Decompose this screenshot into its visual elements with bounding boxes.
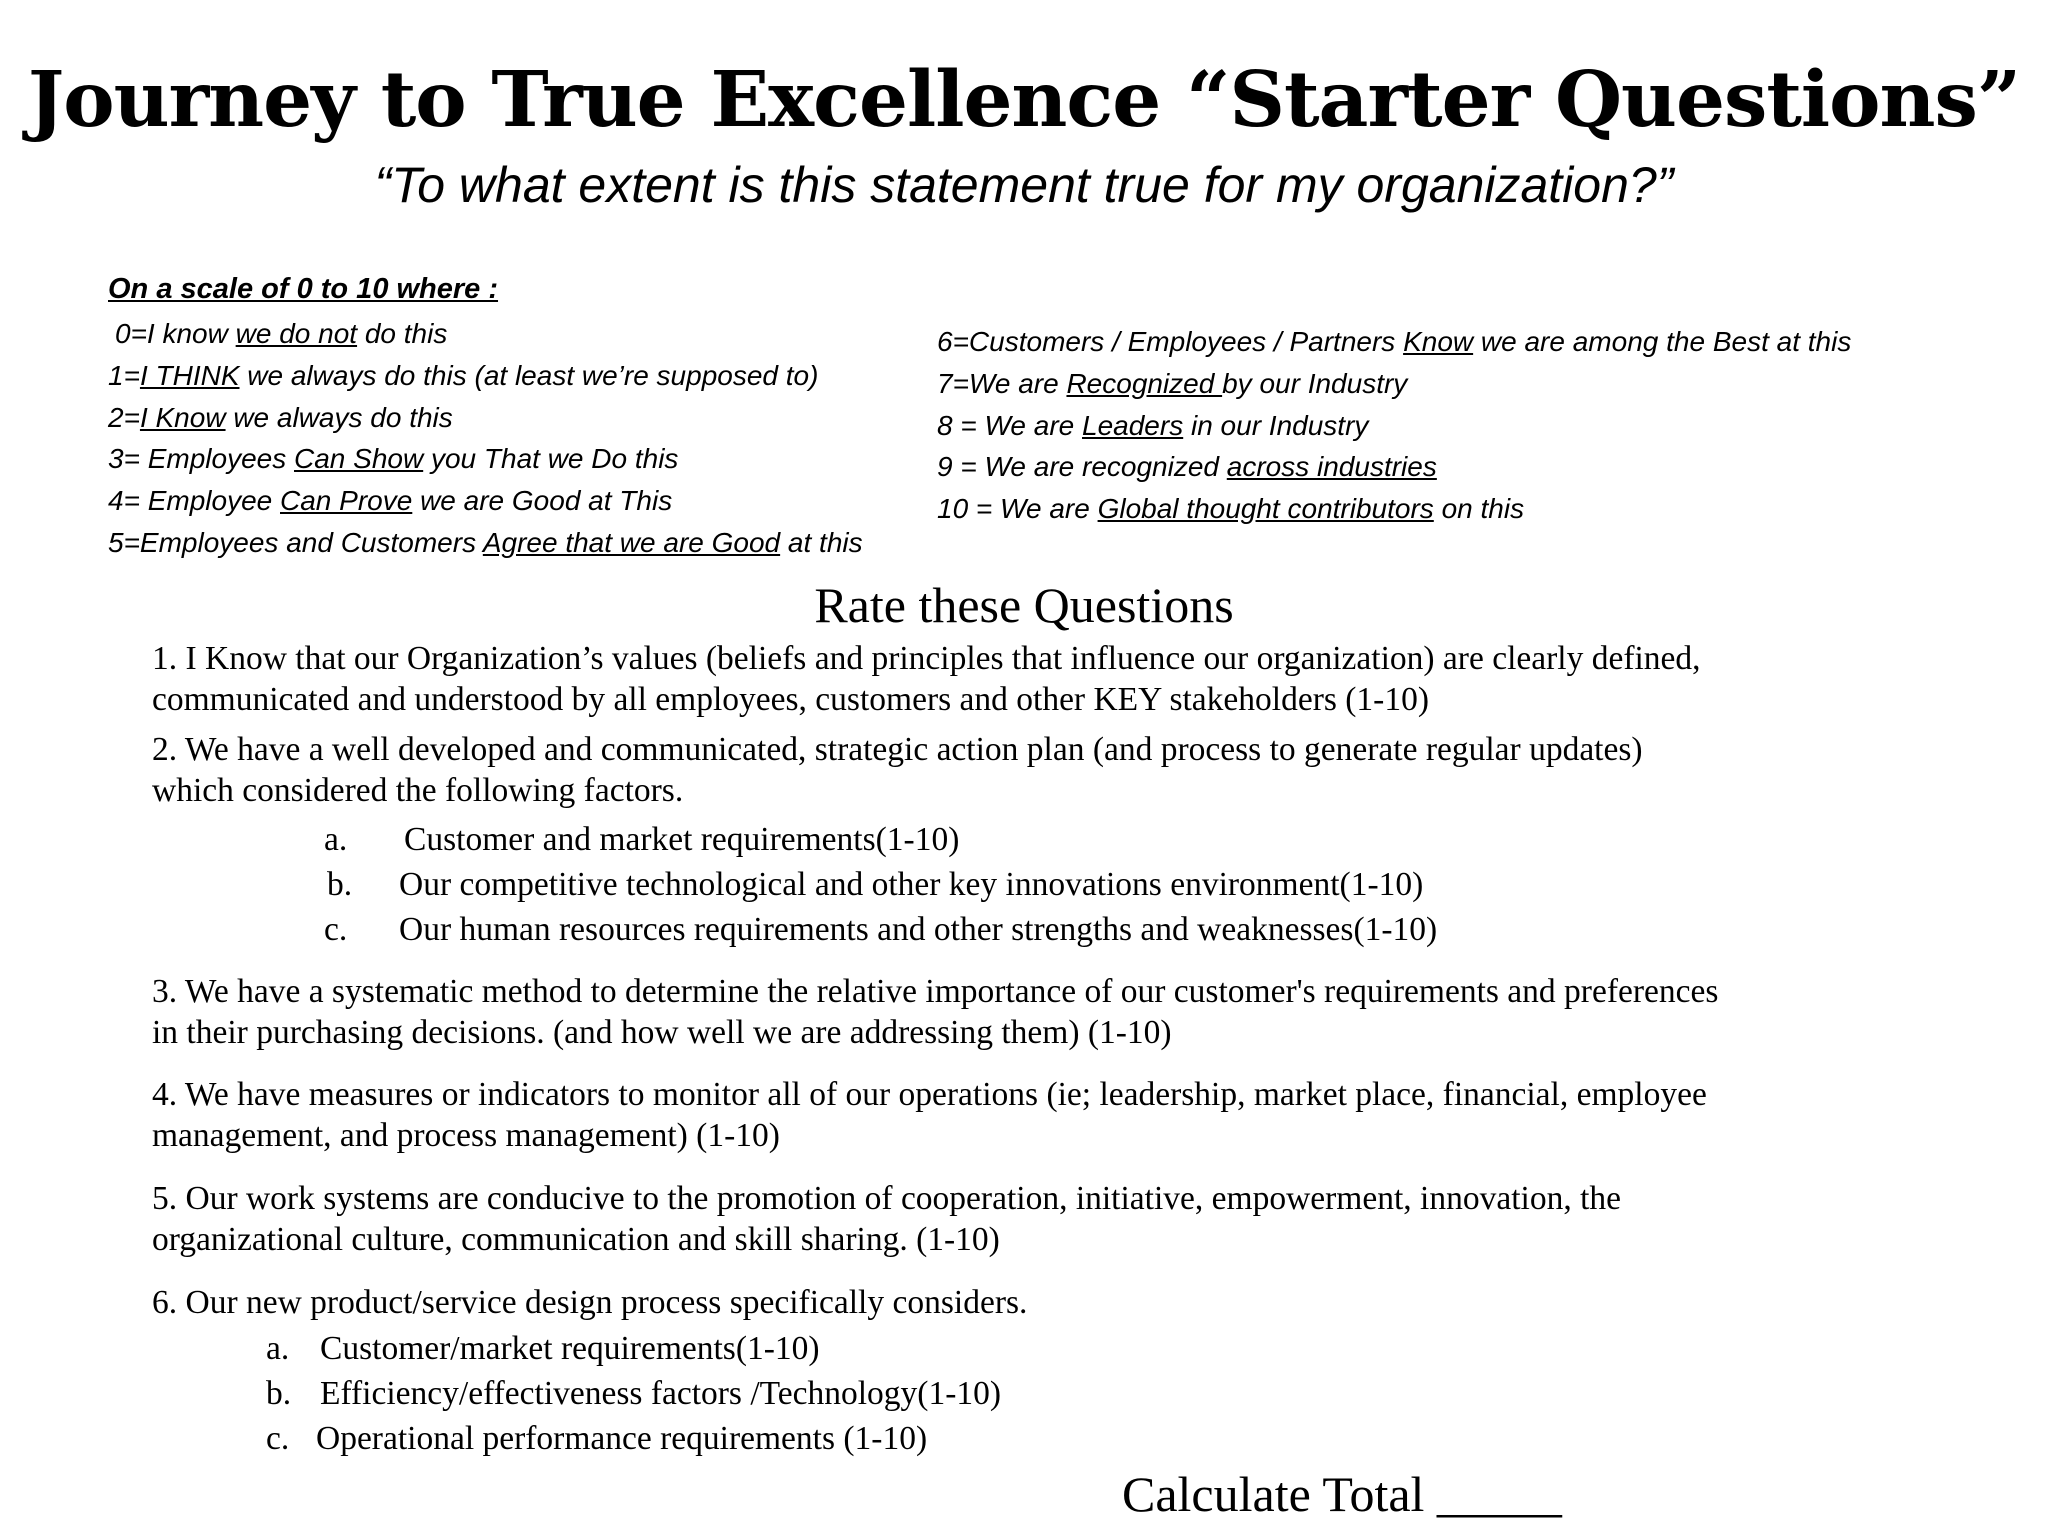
- question-3: [152, 971, 1922, 1053]
- page-subtitle: “To what extent is this statement true for my organization?”: [374, 157, 1674, 213]
- question-2-item-b: b. Our competitive technological and other key innovations environment(1-10): [327, 866, 1424, 903]
- question-6-item-b: b. Efficiency/effectiveness factors /Technology(1-10): [266, 1375, 1002, 1412]
- question-5-line-2: organizational culture, communication and skill sharing. (1-10): [152, 1221, 1000, 1258]
- question-2-line-2: which considered the following factors.: [152, 772, 684, 809]
- question-1-line-1: 1. I Know that our Organization’s values (beliefs and principles that influence our organization) are clearly defined,: [152, 640, 1701, 677]
- question-6-line-1: 6. Our new product/service design process specifically considers.: [152, 1284, 1028, 1321]
- question-6-item-c: c. Operational performance requirements (1-10): [266, 1420, 928, 1457]
- question-5-line-1: 5. Our work systems are conducive to the promotion of cooperation, initiative, empowerment, innovation, the: [152, 1180, 1621, 1217]
- scale-item-9: 9 = We are recognized across industries: [937, 451, 1437, 482]
- question-3-line-2: in their purchasing decisions. (and how well we are addressing them) (1-10): [152, 1014, 1172, 1051]
- scale-item-8: 8 = We are Leaders in our Industry: [937, 410, 1369, 441]
- question-4-line-1: 4. We have measures or indicators to monitor all of our operations (ie; leadership, market place, financial, employee: [152, 1076, 1707, 1113]
- page-title: Journey to True Excellence “Starter Questions”: [27, 55, 2021, 145]
- question-2-item-c: c. Our human resources requirements and other strengths and weaknesses(1-10): [324, 911, 1438, 948]
- scale-item-3: 3= Employees Can Show you That we Do this: [108, 443, 679, 474]
- question-2-item-a: a. Customer and market requirements(1-10): [324, 821, 960, 858]
- question-6: [152, 1282, 1922, 1323]
- rate-heading: Rate these Questions: [814, 577, 1234, 633]
- scale-item-5: 5=Employees and Customers Agree that we are Good at this: [108, 527, 863, 558]
- question-2: [152, 729, 1922, 811]
- question-3-line-1: 3. We have a systematic method to determine the relative importance of our customer's requirements and preferences: [152, 973, 1719, 1010]
- scale-item-2: 2=I Know we always do this: [108, 402, 453, 433]
- calculate-total-line: Calculate Total _____: [1122, 1466, 1562, 1522]
- scale-item-7: 7=We are Recognized by our Industry: [937, 368, 1408, 399]
- question-2-line-1: 2. We have a well developed and communicated, strategic action plan (and process to generate regular updates): [152, 731, 1643, 768]
- question-4: [152, 1074, 1922, 1156]
- scale-heading: On a scale of 0 to 10 where :: [108, 273, 499, 305]
- question-1-line-2: communicated and understood by all employees, customers and other KEY stakeholders (1-10): [152, 681, 1429, 718]
- scale-item-6: 6=Customers / Employees / Partners Know we are among the Best at this: [937, 326, 1852, 357]
- question-5: [152, 1178, 1922, 1260]
- question-4-line-2: management, and process management) (1-10): [152, 1117, 780, 1154]
- scale-item-1: 1=I THINK we always do this (at least we’re supposed to): [108, 360, 819, 391]
- question-1: [152, 638, 1922, 720]
- question-6-item-a: a. Customer/market requirements(1-10): [266, 1330, 820, 1367]
- scale-item-0: 0=I know we do not do this: [115, 318, 448, 349]
- scale-item-4: 4= Employee Can Prove we are Good at This: [108, 485, 673, 516]
- scale-item-10: 10 = We are Global thought contributors on this: [937, 493, 1525, 524]
